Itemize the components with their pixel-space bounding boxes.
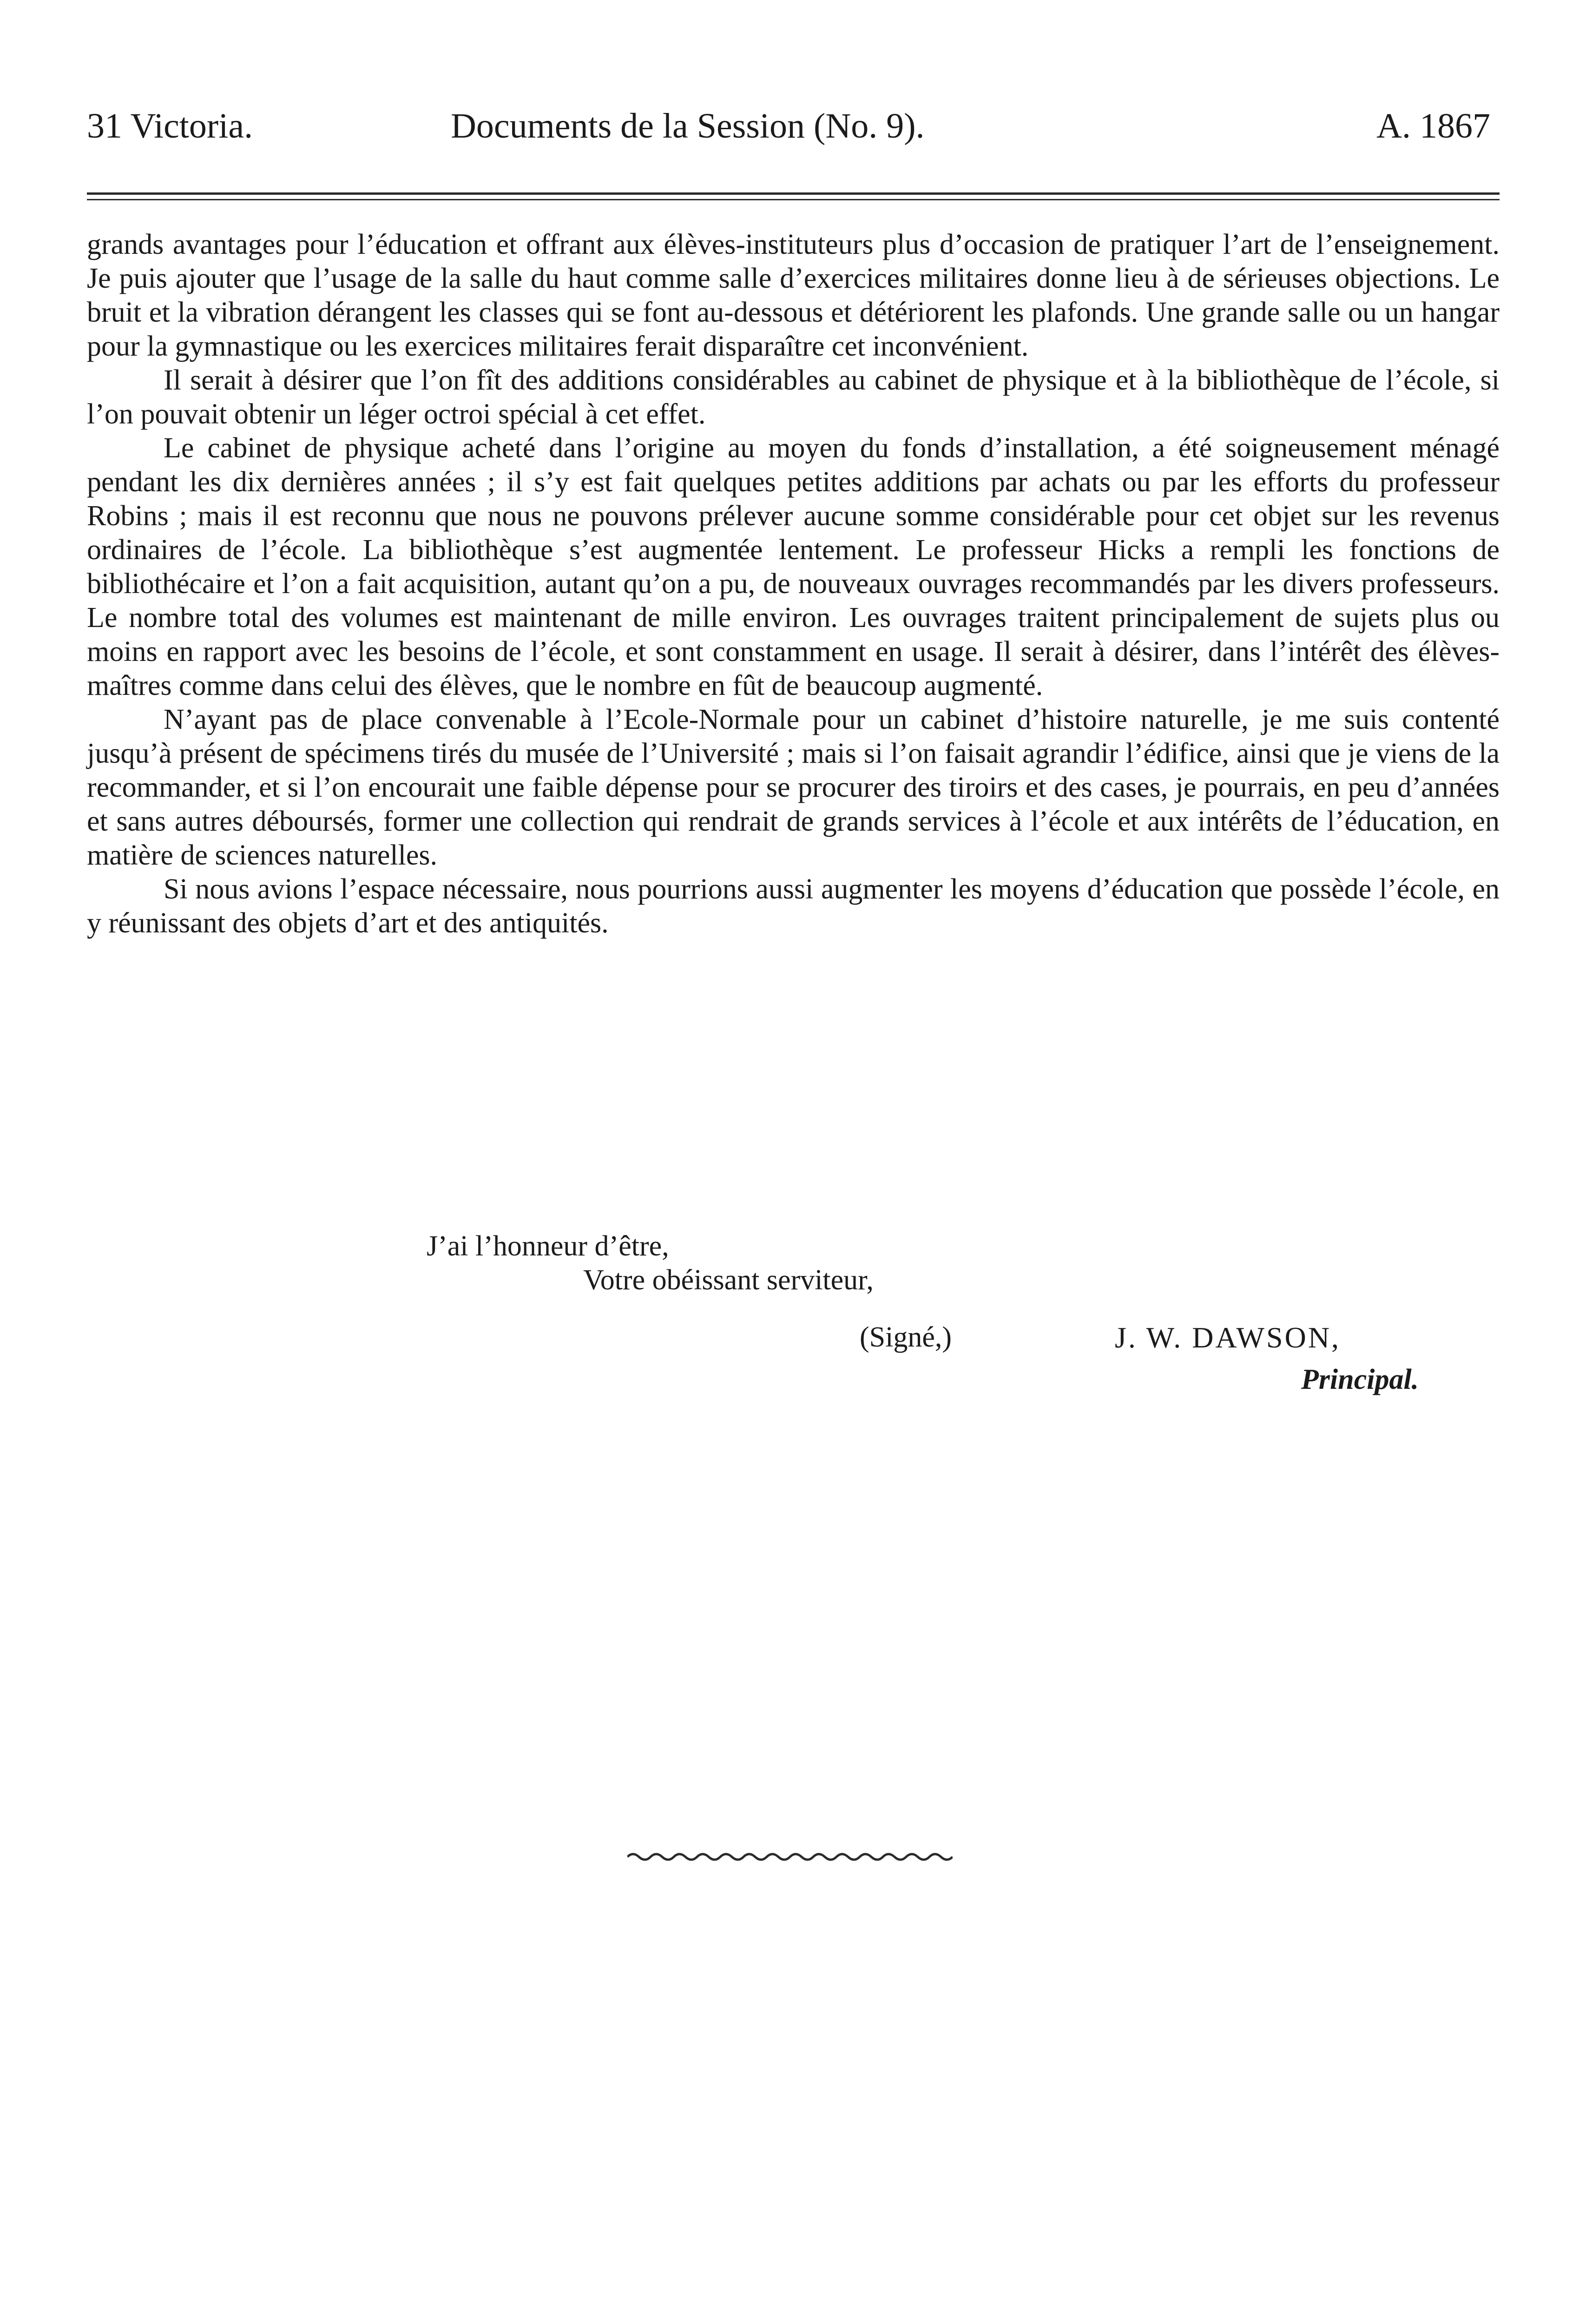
paragraph: Le cabinet de physique acheté dans l’origine au moyen du fonds d’installation, a été soigneusement ménagé pendant les dix dernières années ; il s’y est fait quelques petites additions par achats ou par les efforts du professeur Robins ; mais il est reconnu que nous ne pouvons prélever aucune somme considérable pour cet objet sur les revenus ordinaires de l’école. La bibliothèque s’est augmentée lentement. Le professeur Hicks a rempli les fonctions de bibliothécaire et l’on a fait acquisition, autant qu’on a pu, de nouveaux ouvrages recommandés par les divers professeurs. Le nombre total des volumes est maintenant de mille environ. Les ouvrages traitent principalement de sujets plus ou moins en rapport avec les besoins de l’école, et sont constamment en usage. Il serait à désirer, dans l’intérêt des élèves-maîtres comme dans celui des élèves, que le nombre en fût de beaucoup augmenté. [87,432,1500,701]
running-header [87,106,1500,152]
paragraph: Il serait à désirer que l’on fît des additions considérables au cabinet de physique et à la bibliothèque de l’école, si l’on pouvait obtenir un léger octroi spécial à cet effet. [87,364,1500,430]
body-text [87,228,1500,940]
ornamental-divider [627,1848,953,1866]
header-rule-thick [87,192,1500,195]
paragraph: Si nous avions l’espace nécessaire, nous pourrions aussi augmenter les moyens d’éducation que possède l’école, en y réunissant des objets d’art et des antiquités. [87,873,1500,939]
signer-name: J. W. DAWSON, [1115,1321,1341,1354]
paragraph: N’ayant pas de place convenable à l’Ecole-Normale pour un cabinet d’histoire naturelle, je me suis contenté jusqu’à présent de spécimens tirés du musée de l’Université ; mais si l’on faisait agrandir l’édifice, ainsi que je viens de la recommander, et si l’on encourait une faible dépense pour se procurer des tiroirs et des cases, je pourrais, en peu d’années et sans autres déboursés, former une collection qui rendrait de grands services à l’école et aux intérêts de l’éducation, en matière de sciences naturelles. [87,704,1500,871]
header-volume: 31 Victoria. [87,106,253,145]
signed-note: (Signé,) [860,1321,952,1353]
header-rule-thin [87,199,1500,200]
header-year: A. 1867 [1376,106,1490,145]
closing-servant: Votre obéissant serviteur, [583,1264,874,1296]
paragraph-continued: grands avantages pour l’éducation et offrant aux élèves-instituteurs plus d’occasion de pratiquer l’art de l’enseignement. Je puis ajouter que l’usage de la salle du haut comme salle d’exercices militaires donne lieu à de sérieuses objections. Le bruit et la vibration dérangent les classes qui se font au-dessous et détériorent les plafonds. Une grande salle ou un hangar pour la gymnastique ou les exercices militaires ferait disparaître cet inconvénient. [87,229,1500,362]
signer-title: Principal. [1301,1364,1419,1395]
header-title: Documents de la Session (No. 9). [451,106,925,145]
closing-salutation: J’ai l’honneur d’être, [427,1230,669,1262]
